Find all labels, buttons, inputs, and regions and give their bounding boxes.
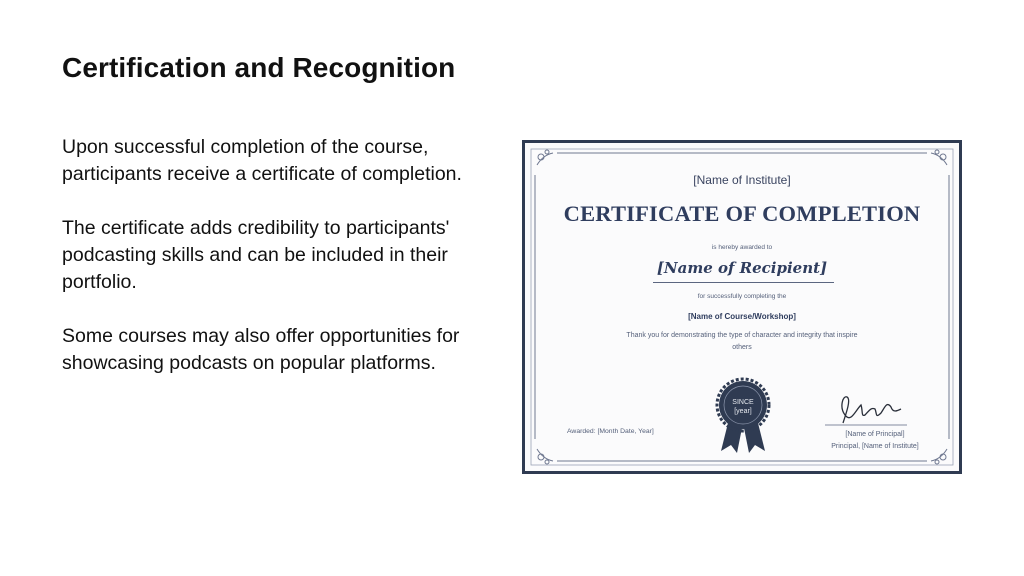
certificate-awarded-date: Awarded: [Month Date, Year] [567,428,654,435]
signature-icon [821,393,911,429]
seal-since: SINCE [732,399,754,406]
certificate-completing: for successfully completing the [697,293,787,300]
certificate-course: [Name of Course/Workshop] [688,312,796,321]
certificate-awarded-to: is hereby awarded to [711,244,773,251]
principal-name: [Name of Principal] [845,431,905,438]
certificate-image [522,140,962,474]
seal-year: [year] [734,408,752,415]
certificate-thanks-text: Thank you for demonstrating the type of character and integrity that inspire others [626,332,858,351]
paragraph-showcasing: Some courses may also offer opportunities for showcasing podcasts on popular platforms. [62,325,460,374]
principal-title: Principal, [Name of Institute] [831,443,919,450]
certificate-recipient: [Name of Recipient] [656,259,828,277]
paragraph-completion: Upon successful completion of the course, participants receive a certificate of completion. [62,136,462,185]
certificate-paper [525,143,959,471]
ribbon-seal-icon [713,375,773,455]
paragraph-credibility: The certificate adds credibility to participants' podcasting skills and can be included in their portfolio. [62,217,450,293]
certificate-heading: CERTIFICATE OF COMPLETION [563,201,921,226]
slide-title: Certification and Recognition [62,52,456,83]
certificate-institute: [Name of Institute] [693,173,791,187]
certificate-thanks [525,330,959,354]
recipient-underline [653,282,834,283]
slide-body [62,134,512,404]
